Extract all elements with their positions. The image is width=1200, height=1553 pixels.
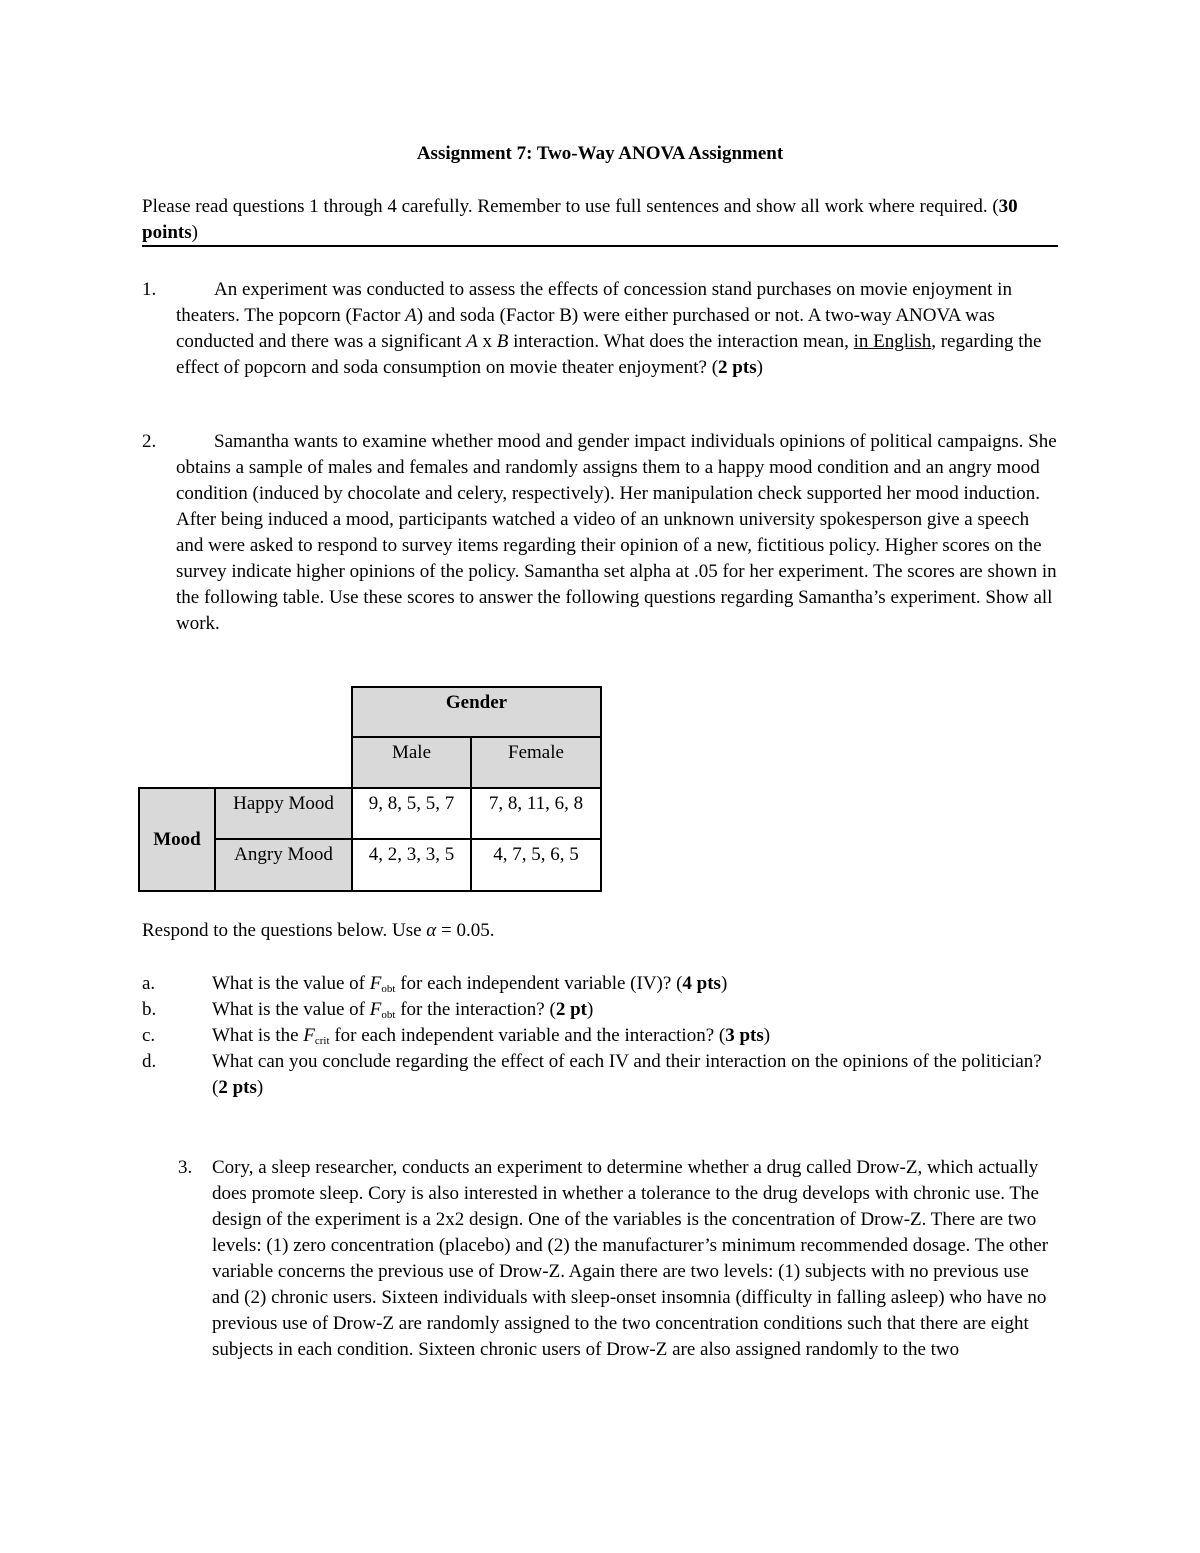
question-text: Cory, a sleep researcher, conducts an experiment to determine whether a drug called Drow-Z, which actually does promote sleep. Cory is also interested in whether a tolerance to the drug develops with chronic use. The design of the experiment is a 2x2 design. One of the variables is the concentration of Drow-Z. There are two levels: (1) zero concentration (placebo) and (2) the manufacturer’s minimum recommended dosage. The other variable concerns the previous use of Drow-Z. Again there are two levels: (1) subjects with no previous use and (2) chronic users. Sixteen individuals with sleep-onset insomnia (difficulty in falling asleep) who have no previous use of Drow-Z are randomly assigned to the two concentration conditions such that there are eight subjects in each condition. Sixteen chronic users of Drow-Z are also assigned randomly to the two — [212, 1157, 1049, 1360]
subq-close: ) — [763, 1025, 771, 1046]
gender-header: Gender — [352, 687, 601, 737]
subq-close: ) — [256, 1077, 264, 1098]
question-2 — [142, 429, 1058, 637]
angry-female-scores: 4, 7, 5, 6, 5 — [471, 839, 601, 891]
points: 4 pts — [682, 973, 721, 994]
angry-male-scores: 4, 2, 3, 3, 5 — [352, 839, 471, 891]
alpha-symbol: α — [426, 920, 437, 941]
subquestion-label: b. — [142, 999, 157, 1020]
male-header: Male — [352, 737, 471, 788]
factor-b: B — [496, 331, 509, 352]
q1-close: ) — [756, 357, 763, 378]
instructions-close: ) — [191, 222, 198, 243]
points: 2 pts — [718, 357, 757, 378]
q1-text-a: An experiment was conducted to assess the effects of concession stand purchases on movie enjoyment in theaters. The popcorn (Factor — [176, 279, 1012, 326]
subq-close: ) — [720, 973, 728, 994]
q1-text-d: , regarding the effect of popcorn and soda consumption on movie theater enjoyment? ( — [176, 331, 1042, 378]
empty-cell — [139, 737, 215, 788]
empty-cell — [215, 737, 352, 788]
factor-a: A — [405, 305, 417, 326]
divider — [142, 245, 1058, 247]
emphasis-underline: in English — [853, 331, 932, 352]
subquestion-label: c. — [142, 1025, 156, 1046]
subq-c-text2: for each independent variable and the interaction? ( — [329, 1025, 726, 1046]
subq-d-text: What can you conclude regarding the effect of each IV and their interaction on the opinions of the politician? ( — [212, 1051, 1042, 1098]
page-title: Assignment 7: Two-Way ANOVA Assignment — [416, 143, 784, 164]
f-symbol: F — [303, 1025, 315, 1046]
angry-mood-label: Angry Mood — [215, 839, 352, 891]
f-symbol: F — [369, 999, 382, 1020]
respond-instruction — [142, 918, 494, 944]
points: 3 pts — [725, 1025, 764, 1046]
f-subscript: obt — [381, 983, 396, 995]
factor-a: A — [466, 331, 478, 352]
respond-text: Respond to the questions below. Use — [142, 920, 427, 941]
q1-times: x — [477, 331, 497, 352]
subq-close: ) — [586, 999, 594, 1020]
subquestion-label: a. — [142, 973, 156, 994]
points: 2 pts — [218, 1077, 257, 1098]
instructions-text: Please read questions 1 through 4 carefully. Remember to use full sentences and show all work where required. ( — [142, 196, 999, 217]
question-text — [176, 277, 1058, 381]
subq-a-text2: for each independent variable (IV)? ( — [395, 973, 683, 994]
question-1 — [142, 277, 1058, 381]
subquestion-d — [142, 1049, 1058, 1101]
scores-table — [138, 686, 602, 892]
alpha-value: = 0.05. — [436, 920, 495, 941]
instructions — [142, 194, 1058, 246]
subq-c-text: What is the — [212, 1025, 304, 1046]
question-text: Samantha wants to examine whether mood and gender impact individuals opinions of political campaigns. She obtains a sample of males and females and randomly assigns them to a happy mood condition and an angry mood condition (induced by chocolate and celery, respectively). Her manipulation check supported her mood induction. After being induced a mood, participants watched a video of an unknown university spokesperson give a speech and were asked to respond to survey items regarding their opinion of a new, fictitious policy. Higher scores on the survey indicate higher opinions of the policy. Samantha set alpha at .05 for her experiment. The scores are shown in the following table. Use these scores to answer the following questions regarding Samantha’s experiment. Show all work. — [176, 431, 1057, 634]
question-number: 1. — [142, 279, 157, 300]
question-number: 2. — [142, 431, 157, 452]
points: 2 pt — [555, 999, 587, 1020]
happy-female-scores: 7, 8, 11, 6, 8 — [471, 788, 601, 839]
subquestion-label: d. — [142, 1051, 157, 1072]
question-number: 3. — [178, 1157, 193, 1178]
q1-text-c: interaction. What does the interaction mean, — [508, 331, 854, 352]
empty-cell — [139, 687, 215, 737]
empty-cell — [215, 687, 352, 737]
total-points: 30 points — [142, 196, 1018, 243]
female-header: Female — [471, 737, 601, 788]
question-3 — [142, 1155, 1058, 1363]
f-subscript: obt — [381, 1009, 396, 1021]
subq-b-text2: for the interaction? ( — [395, 999, 556, 1020]
happy-mood-label: Happy Mood — [215, 788, 352, 839]
happy-male-scores: 9, 8, 5, 5, 7 — [352, 788, 471, 839]
f-subscript: crit — [314, 1035, 330, 1047]
q1-text-b: ) and soda (Factor B) were either purchased or not. A two-way ANOVA was conducted and there was a significant — [176, 305, 995, 352]
subq-b-text: What is the value of — [212, 999, 370, 1020]
f-symbol: F — [369, 973, 382, 994]
subq-a-text: What is the value of — [212, 973, 370, 994]
mood-header: Mood — [139, 788, 215, 891]
